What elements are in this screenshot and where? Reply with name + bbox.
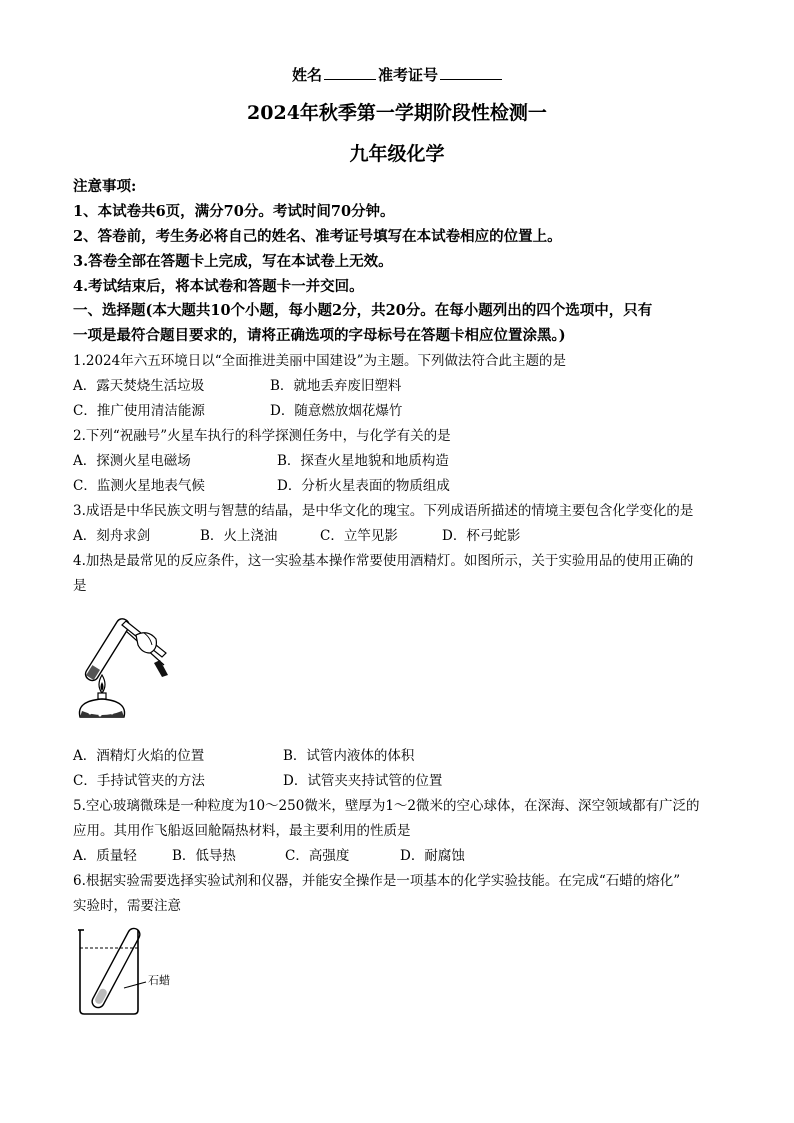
question-stem: 3.成语是中华民族文明与智慧的结晶，是中华文化的瑰宝。下列成语所描述的情境主要包含化学变化的是: [73, 503, 694, 519]
test-tube: [90, 926, 142, 1009]
question-stem: 实验时，需要注意: [73, 898, 181, 914]
question-stem: 1.2024年六五环境日以“全面推进美丽中国建设”为主题。下列做法符合此主题的是: [73, 353, 567, 369]
candidate-info: [0, 64, 794, 85]
question-stem: 2.下列“祝融号”火星车执行的科学探测任务中，与化学有关的是: [73, 428, 451, 444]
hand-shape: [136, 633, 156, 653]
note-item: 4.考试结束后，将本试卷和答题卡一并交回。: [73, 278, 364, 295]
question-stem: 5.空心玻璃微珠是一种粒度为10～250微米，壁厚为1～2微米的空心球体，在深海、深空领域都有广泛的: [73, 798, 700, 814]
exam-title: 2024年秋季第一学期阶段性检测一: [247, 102, 547, 124]
section-instructions: 一项是最符合题目要求的，请将正确选项的字母标号在答题卡相应位置涂黑。): [73, 327, 566, 344]
option: B．就地丢弃废旧塑料: [270, 378, 402, 394]
beaker-figure: [76, 926, 196, 1016]
question-stem: 6.根据实验需要选择实验试剂和仪器，并能安全操作是一项基本的化学实验技能。在完成“石蜡的熔化”: [73, 873, 681, 889]
option: B．试管内液体的体积: [283, 748, 415, 764]
option: B．低导热: [172, 848, 236, 864]
name-label: 姓名: [291, 66, 322, 84]
option: C．推广使用清洁能源: [73, 403, 205, 419]
option: B．火上浇油: [200, 528, 278, 544]
alcohol-lamp-figure: [70, 605, 180, 730]
option: A．刻舟求剑: [73, 528, 151, 544]
note-item: 1、本试卷共6页，满分70分。考试时间70分钟。: [73, 203, 395, 220]
option: A．探测火星电磁场: [73, 453, 191, 469]
option: D．杯弓蛇影: [442, 528, 521, 544]
option: C．监测火星地表气候: [73, 478, 205, 494]
option: A．酒精灯火焰的位置: [73, 748, 205, 764]
question-stem: 是: [73, 578, 87, 594]
note-item: 2、答卷前，考生务必将自己的姓名、准考证号填写在本试卷相应的位置上。: [73, 228, 562, 245]
option: D．随意燃放烟花爆竹: [270, 403, 403, 419]
name-blank: [324, 79, 376, 80]
option: A．露天焚烧生活垃圾: [73, 378, 205, 394]
beaker: [80, 930, 138, 1014]
option: C．手持试管夹的方法: [73, 773, 205, 789]
question-stem: 4.加热是最常见的反应条件，这一实验基本操作常要使用酒精灯。如图所示，关于实验用品的使用正确的: [73, 553, 694, 569]
option: D．试管夹夹持试管的位置: [283, 773, 443, 789]
notes-heading: 注意事项:: [73, 178, 137, 195]
exam-number-blank: [440, 79, 502, 80]
option: A．质量轻: [73, 848, 137, 864]
exam-number-label: 准考证号: [378, 66, 439, 84]
option: C．立竿见影: [320, 528, 398, 544]
option: C．高强度: [285, 848, 350, 864]
question-stem: 应用。其用作飞船返回舱隔热材料，最主要利用的性质是: [73, 823, 411, 839]
figure-label: 石蜡: [148, 974, 170, 987]
section-instructions: 一、选择题(本大题共10个小题，每小题2分，共20分。在每小题列出的四个选项中，只有: [73, 302, 653, 319]
exam-subtitle: 九年级化学: [349, 143, 445, 165]
option: B．探查火星地貌和地质构造: [277, 453, 449, 469]
note-item: 3.答卷全部在答题卡上完成，写在本试卷上无效。: [73, 253, 393, 270]
option: D．耐腐蚀: [400, 848, 465, 864]
option: D．分析火星表面的物质组成: [277, 478, 450, 494]
